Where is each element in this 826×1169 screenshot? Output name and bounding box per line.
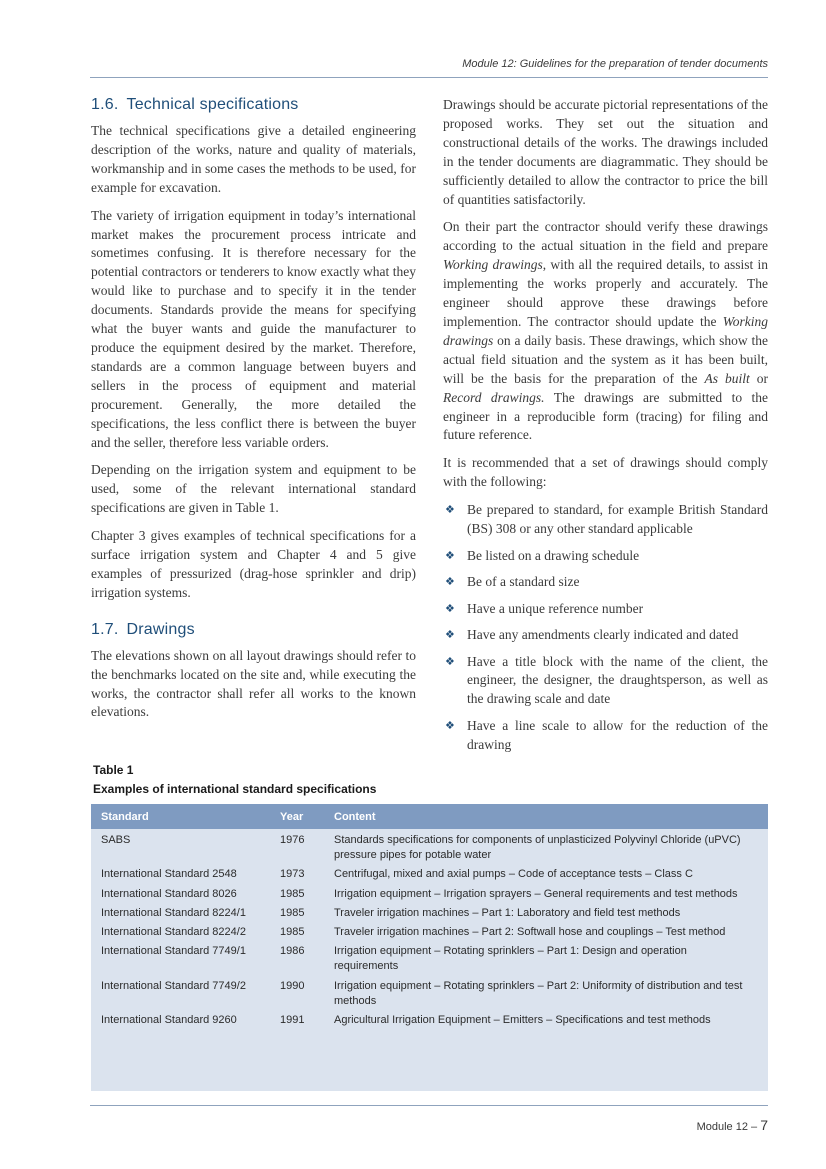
cell-standard: International Standard 7749/1	[101, 945, 246, 958]
running-header: Module 12: Guidelines for the preparation of tender documents	[462, 58, 768, 70]
table-row	[91, 925, 768, 940]
paragraph: The elevations shown on all layout drawings should refer to the benchmarks located on the site and, while executing the works, the contractor shall refer all works to the known elevations.	[91, 647, 416, 720]
left-column	[91, 96, 416, 731]
cell-standard: International Standard 8026	[101, 887, 237, 900]
cell-content: Irrigation equipment – Rotating sprinklers – Part 1: Design and operation requirements	[334, 945, 687, 973]
table-row	[91, 944, 768, 974]
table-row	[91, 979, 768, 1009]
table-header-row	[91, 804, 768, 829]
table-row	[91, 867, 768, 882]
section-heading-drawings	[91, 621, 416, 639]
diamond-bullet-icon: ❖	[445, 629, 455, 642]
cell-year: 1985	[280, 906, 305, 919]
paragraph: Drawings should be accurate pictorial representations of the proposed works. They set out the situation and constructional details of the works. The drawings included in the tender documents are diagrammatic. They should be sufficiently detailed to allow the contractor to price the bill of quantities satisfactorily.	[443, 97, 768, 207]
list-item: ❖ Have a title block with the name of the client, the engineer, the designer, the draughtsperson, as well as the drawing scale and date	[445, 653, 768, 707]
diamond-bullet-icon: ❖	[445, 549, 455, 562]
cell-content: Traveler irrigation machines – Part 1: Laboratory and field test methods	[334, 906, 681, 919]
list-item: ❖ Have a line scale to allow for the reduction of the drawing	[445, 717, 768, 752]
cell-content: Agricultural Irrigation Equipment – Emitters – Specifications and test methods	[334, 1014, 711, 1027]
footer-rule	[90, 1105, 768, 1106]
section-title: Drawings	[126, 620, 195, 638]
cell-year: 1990	[280, 979, 305, 992]
diamond-bullet-icon: ❖	[445, 719, 455, 732]
section-number: 1.7.	[91, 620, 119, 638]
page-number: 7	[760, 1117, 768, 1133]
cell-year: 1973	[280, 868, 305, 881]
cell-standard: International Standard 8224/1	[101, 906, 246, 919]
cell-content: Traveler irrigation machines – Part 2: Softwall hose and couplings – Test method	[334, 926, 726, 939]
header-rule	[90, 77, 768, 78]
cell-content: Standards specifications for components of unplasticized Polyvinyl Chloride (uPVC) pressure pipes for potable water	[334, 834, 741, 862]
paragraph: The variety of irrigation equipment in today’s international market makes the procurement process intricate and sometimes confusing. It is therefore necessary for the potential contractors or tenderers to know exactly what they would like to purchase and to specify it in the tender documents. Standards provide the means for specifying what the buyer wants and guide the manufacturer to produce the equipment desired by the market. Therefore, standards are a common language between buyers and sellers in the process of equipment and material procurement. Generally, the more detailed the specifications, the less conflict there is between the buyer and the seller, therefore less variable orders.	[91, 207, 416, 450]
cell-year: 1976	[280, 834, 305, 846]
table-body	[91, 829, 768, 1028]
cell-year: 1986	[280, 945, 305, 958]
cell-standard: International Standard 2548	[101, 868, 237, 881]
table-row	[91, 1013, 768, 1028]
table-label: Table 1	[93, 763, 134, 777]
cell-standard: International Standard 7749/2	[101, 979, 246, 992]
paragraph: The technical specifications give a detailed engineering description of the works, nature and quality of materials, workmanship and in some cases the methods to be used, for example for excavation.	[91, 123, 416, 195]
cell-content: Irrigation equipment – Irrigation sprayers – General requirements and test methods	[334, 887, 738, 900]
diamond-bullet-icon: ❖	[445, 655, 455, 668]
list-item: ❖ Be prepared to standard, for example British Standard (BS) 308 or any other standard applicable	[445, 502, 768, 537]
column-header-standard: Standard	[101, 810, 149, 823]
diamond-bullet-icon: ❖	[445, 504, 455, 517]
cell-content: Irrigation equipment – Rotating sprinklers – Part 2: Uniformity of distribution and test methods	[334, 979, 743, 1007]
cell-standard: International Standard 9260	[101, 1014, 237, 1027]
cell-year: 1985	[280, 926, 305, 939]
cell-year: 1991	[280, 1014, 305, 1027]
column-header-year: Year	[280, 810, 304, 823]
table-caption: Examples of international standard specifications	[93, 782, 377, 796]
cell-content: Centrifugal, mixed and axial pumps – Code of acceptance tests – Class C	[334, 868, 693, 881]
table-row	[91, 887, 768, 902]
paragraph: Depending on the irrigation system and equipment to be used, some of the relevant international standard specifications are given in Table 1.	[91, 462, 416, 516]
list-item: ❖ Be of a standard size	[443, 573, 768, 592]
cell-standard: International Standard 8224/2	[101, 926, 246, 939]
page-footer	[90, 1117, 768, 1133]
column-header-content: Content	[334, 810, 376, 823]
cell-year: 1985	[280, 887, 305, 900]
paragraph-working-drawings: On their part the contractor should verify these drawings according to the actual situation in the field and prepare Working drawings, with all the required details, to assist in implementing the works properly and accurately. The engineer should approve these drawings before implemention. The contractor should update the Working drawings on a daily basis. These drawings, which show the actual field situation and the system as it has been built, will be the basis for the preparation of the As built or Record drawings. The drawings are submitted to the engineer in a reproducible form (tracing) for filing and future reference.	[443, 219, 769, 443]
paragraph: Chapter 3 gives examples of technical specifications for a surface irrigation system and Chapter 4 and 5 give examples of pressurized (drag-hose sprinkler and drip) irrigation systems.	[91, 528, 416, 600]
section-title: Technical specifications	[126, 96, 299, 113]
footer-module-label: Module 12 –	[696, 1121, 761, 1133]
section-number: 1.6.	[91, 96, 119, 113]
list-item: ❖ Have a unique reference number	[443, 600, 768, 619]
diamond-bullet-icon: ❖	[445, 576, 455, 589]
list-item: ❖ Have any amendments clearly indicated and dated	[443, 626, 768, 645]
drawing-requirements-list	[443, 501, 768, 755]
table-row	[91, 906, 768, 921]
diamond-bullet-icon: ❖	[445, 602, 455, 615]
list-item: ❖ Be listed on a drawing schedule	[443, 547, 768, 566]
paragraph: It is recommended that a set of drawings should comply with the following:	[443, 455, 768, 490]
standards-table	[91, 804, 768, 1091]
table-row	[91, 833, 768, 863]
right-column	[443, 96, 768, 762]
section-heading-technical-specifications	[91, 96, 416, 114]
cell-standard: SABS	[101, 834, 131, 846]
